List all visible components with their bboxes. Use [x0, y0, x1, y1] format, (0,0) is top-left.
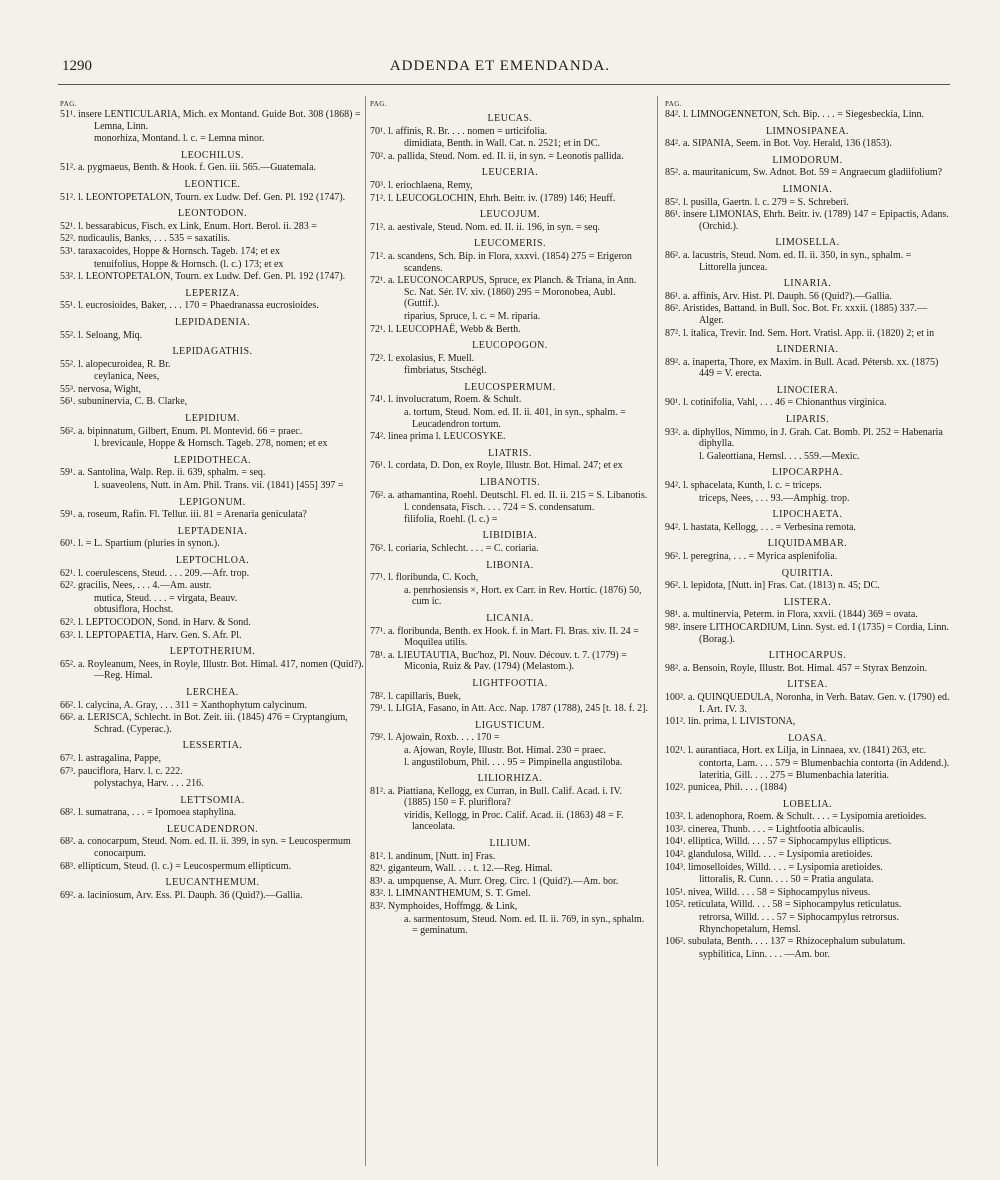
index-entry: 59¹. a. roseum, Rafin. Fl. Tellur. iii. 81 = Arenaria geniculata?	[60, 509, 307, 521]
genus-heading: LILIORHIZA.	[477, 773, 543, 785]
index-entry: polystachya, Harv. . . . 216.	[94, 778, 204, 790]
genus-heading: QUIRITIA.	[781, 567, 834, 579]
index-entry: 86¹. a. affinis, Arv. Hist. Pl. Dauph. 56 (Quid?).—Gallia.	[665, 290, 892, 302]
index-entry: 105¹. nivea, Willd. . . . 58 = Siphocampylus niveus.	[665, 886, 871, 898]
genus-heading: LEPTADENIA.	[177, 525, 248, 537]
genus-heading: LIMNOSIPANEA.	[765, 125, 850, 137]
genus-heading: LIBANOTIS.	[479, 477, 541, 489]
index-entry: 55¹. l. eucrosioides, Baker, . . . 170 = Phaedranassa eucrosioides.	[60, 300, 319, 312]
index-entry: lateritia, Gill. . . . 275 = Blumenbachia lateritia.	[699, 769, 890, 781]
index-entry: 56¹. subuninervia, C. B. Clarke,	[60, 396, 188, 408]
genus-heading: LEUCOPOGON.	[472, 340, 548, 352]
index-entry: 104³. limoselloides, Willd. . . . = Lysipomia aretioides.	[665, 861, 883, 873]
genus-heading: LEONTICE.	[184, 178, 241, 190]
page-number: 1290	[62, 58, 92, 74]
header-rule	[58, 84, 950, 85]
index-entry: 74². linea prima l. LEUCOSYKE.	[370, 431, 506, 443]
column-2	[370, 100, 650, 937]
genus-heading: LEUCAS.	[487, 113, 533, 124]
column-divider	[657, 96, 658, 1166]
genus-heading: LINARIA.	[783, 278, 832, 290]
genus-heading: LEPIDOTHECA.	[173, 454, 252, 466]
index-entry: 106². subulata, Benth. . . . 137 = Rhizocephalum subulatum.	[665, 936, 906, 948]
index-entry: 62¹. l. coerulescens, Steud. . . . 209.—Afr. trop.	[60, 567, 250, 579]
genus-heading: LEONTODON.	[178, 208, 247, 220]
genus-heading: LINDERNIA.	[776, 344, 839, 356]
index-entry: 76². a. athamantina, Roehl. Deutschl. Fl. ed. II. ii. 215 = S. Libanotis.	[370, 489, 648, 501]
genus-heading: LIPOCARPHA.	[772, 467, 843, 479]
index-entry: syphilitica, Linn. . . . —Am. bor.	[699, 948, 830, 960]
index-entry: 89². a. inaperta, Thore, ex Maxim. in Bull. Acad. Pétersb. xx. (1875) 449 = V. erecta.	[665, 356, 939, 380]
index-entry: 78². l. capillaris, Buek,	[370, 690, 462, 702]
index-entry: 94². l. sphacelata, Kunth, l. c. = triceps.	[665, 480, 822, 492]
index-entry: 71². a. scandens, Sch. Bip. in Flora, xxxvi. (1854) 275 = Erigeron scandens.	[370, 250, 632, 274]
index-entry: 81². l. andinum, [Nutt. in] Fras.	[370, 850, 496, 862]
genus-heading: LEPIDIUM.	[185, 413, 240, 425]
index-entry: 68². a. conocarpum, Steud. Nom. ed. II. ii. 399, in syn. = Leucospermum conocarpum.	[60, 836, 351, 860]
index-entry: 53¹. taraxacoides, Hoppe & Hornsch. Tageb. 174; et ex	[60, 245, 280, 257]
index-entry: 67². l. astragalina, Pappe,	[60, 752, 162, 764]
genus-heading: LIMODORUM.	[772, 154, 843, 166]
index-entry: 86². a. lacustris, Steud. Nom. ed. II. ii. 350, in syn., sphalm. = Littorella juncea.	[665, 249, 912, 273]
index-entry: 105². reticulata, Willd. . . . 58 = Siphocampylus reticulatus.	[665, 899, 902, 911]
genus-heading: LINOCIERA.	[776, 384, 839, 396]
genus-heading: LEUCERIA.	[481, 167, 539, 179]
index-entry: ceylanica, Nees,	[94, 371, 160, 383]
index-entry: 65². a. Royleanum, Nees, in Royle, Illustr. Bot. Himal. 417, nomen (Quid?).—Reg. Himal.	[60, 658, 364, 682]
genus-heading: LOASA.	[788, 732, 827, 744]
index-entry: 84². a. SIPANIA, Seem. in Bot. Voy. Herald, 136 (1853).	[665, 138, 892, 150]
index-entry: 71². a. aestivale, Steud. Nom. ed. II. ii. 196, in syn. = seq.	[370, 221, 600, 233]
index-entry: dimidiata, Benth. in Wall. Cat. n. 2521; et in DC.	[404, 138, 600, 150]
column-1	[60, 100, 365, 902]
index-entry: a. sarmentosum, Steud. Nom. ed. II. ii. 769, in syn., sphalm. = geminatum.	[404, 913, 645, 937]
index-entry: triceps, Nees, . . . 93.—Amphig. trop.	[699, 492, 850, 504]
index-entry: 76¹. l. cordata, D. Don, ex Royle, Illustr. Bot. Himal. 247; et ex	[370, 460, 623, 472]
genus-heading: LIGHTFOOTIA.	[472, 677, 548, 689]
index-entry: 76². l. coriaria, Schlecht. . . . = C. coriaria.	[370, 543, 539, 554]
genus-heading: LEPIGONUM.	[179, 496, 246, 508]
genus-heading: LILIUM.	[489, 838, 531, 850]
index-entry: 83¹. a. umpquense, A. Murr. Oreg. Circ. 1 (Quid?).—Am. bor.	[370, 875, 619, 887]
index-entry: 102¹. l. aurantiaca, Hort. ex Lilja, in Linnaea, xv. (1841) 263, etc.	[665, 745, 927, 757]
index-entry: 71². l. LEUCOGLOCHIN, Ehrh. Beitr. iv. (1789) 146; Heuff.	[370, 192, 616, 204]
index-entry: a. tortum, Steud. Nom. ed. II. ii. 401, in syn., sphalm. = Leucadendron tortum.	[404, 407, 626, 430]
index-entry: 72². l. exolasius, F. Muell.	[370, 352, 475, 364]
index-entry: a. Ajowan, Royle, Illustr. Bot. Himal. 230 = praec.	[404, 744, 606, 756]
index-entry: 98². insere LITHOCARDIUM, Linn. Syst. ed. I (1735) = Cordia, Linn. (Borag.).	[665, 621, 949, 645]
genus-heading: LIBONIA.	[486, 559, 534, 571]
genus-heading: LICANIA.	[486, 612, 534, 624]
index-entry: 59¹. a. Santolina, Walp. Rep. ii. 639, sphalm. = seq.	[60, 467, 266, 479]
genus-heading: LERCHEA.	[186, 686, 239, 698]
index-entry: 56². a. bipinnatum, Gilbert, Enum. Pl. Montevid. 66 = praec.	[60, 425, 303, 437]
genus-heading: LEUCOJUM.	[479, 209, 541, 221]
index-entry: 52¹. l. bessarabicus, Fisch. ex Link, Enum. Hort. Berol. ii. 283 =	[60, 220, 317, 232]
index-entry: 77¹. l. floribunda, C. Koch,	[370, 572, 479, 584]
genus-heading: LITHOCARPUS.	[768, 650, 847, 662]
genus-heading: LIATRIS.	[488, 447, 532, 459]
index-entry: 81². a. Piattiana, Kellogg, ex Curran, in Bull. Calif. Acad. i. IV. (1885) 150 = F. pluriflora?	[370, 785, 622, 809]
index-entry: 82¹. giganteum, Wall. . . . t. 12.—Reg. Himal.	[370, 863, 553, 875]
index-entry: 102². punicea, Phil. . . . (1884)	[665, 782, 787, 794]
genus-heading: LEUCANTHEMUM.	[165, 877, 260, 889]
index-entry: 103². l. adenophora, Roem. & Schult. . . . = Lysipomia aretioides.	[665, 811, 927, 823]
index-entry: 77¹. a. floribunda, Benth. ex Hook. f. in Mart. Fl. Bras. xiv. II. 24 = Moquilea utilis.	[370, 625, 639, 649]
genus-heading: LEPTOTHERIUM.	[169, 646, 256, 658]
index-entry: l. condensata, Fisch. . . . 724 = S. condensatum.	[404, 502, 595, 514]
index-entry: 90¹. l. cotinifolia, Vahl, . . . 46 = Chionanthus virginica.	[665, 397, 887, 409]
index-entry: filifolia, Roehl. (l. c.) =	[404, 513, 498, 525]
index-entry: 69². a. laciniosum, Arv. Ess. Pl. Dauph. 36 (Quid?).—Gallia.	[60, 889, 303, 901]
index-entry: 60¹. l. = L. Spartium (pluries in synon.).	[60, 538, 220, 550]
genus-heading: LIPARIS.	[785, 414, 830, 426]
index-entry: 52². nudicaulis, Banks, . . . 535 = saxatilis.	[60, 233, 231, 245]
index-entry: 96². l. lepidota, [Nutt. in] Fras. Cat. (1813) n. 45; DC.	[665, 580, 880, 592]
index-entry: 67³. pauciflora, Harv. l. c. 222.	[60, 765, 183, 777]
index-entry: 83². l. LIMNANTHEMUM, S. T. Gmel.	[370, 888, 531, 900]
index-entry: 79¹. l. LIGIA, Fasano, in Att. Acc. Nap. 1787 (1788), 245 [t. 18. f. 2].	[370, 703, 648, 715]
genus-heading: LEUCOSPERMUM.	[464, 381, 556, 393]
index-entry: l. angustilobum, Phil. . . . 95 = Pimpinella angustiloba.	[404, 756, 623, 768]
genus-heading: LISTERA.	[783, 596, 832, 608]
index-entry: l. Galeottiana, Hemsl. . . . 559.—Mexic.	[699, 450, 860, 462]
genus-heading: LESSERTIA.	[182, 740, 243, 752]
index-entry: 72¹. l. LEUCOPHAË, Webb & Berth.	[370, 323, 521, 335]
index-entry: 74¹. l. involucratum, Roem. & Schult.	[370, 394, 522, 406]
index-entry: 103². cinerea, Thunb. . . . = Lightfootia albicaulis.	[665, 823, 865, 835]
index-entry: 63². l. LEPTOPAETIA, Harv. Gen. S. Afr. Pl.	[60, 629, 242, 641]
index-entry: 94². l. hastata, Kellogg, . . . = Verbesina remota.	[665, 521, 856, 533]
genus-heading: LIQUIDAMBAR.	[767, 538, 848, 550]
index-entry: a. penrhosiensis ×, Hort. ex Carr. in Rev. Hortic. (1876) 50, cum ic.	[404, 584, 642, 608]
index-entry: 62². gracilis, Nees, . . . 4.—Am. austr.	[60, 580, 212, 592]
index-entry: 70¹. l. affinis, R. Br. . . . nomen = urticifolia.	[370, 125, 548, 137]
genus-heading: LEPIDAGATHIS.	[172, 346, 253, 358]
index-entry: 100². a. QUINQUEDULA, Noronha, in Verh. Batav. Gen. v. (1790) ed. I. Art. IV. 3.	[665, 691, 950, 715]
index-entry: 78¹. a. LIEUTAUTIA, Buc'hoz, Pl. Nouv. Découv. t. 7. (1779) = Miconia, Ruiz & Pav. (1794) (Melastom.).	[370, 649, 627, 673]
genus-heading: LEPIDADENIA.	[174, 316, 251, 328]
index-entry: littoralis, R. Cunn. . . . 50 = Pratia angulata.	[699, 874, 874, 886]
index-entry: 98². a. Bensoin, Royle, Illustr. Bot. Himal. 457 = Styrax Benzoin.	[665, 662, 927, 674]
index-entry: 83². Nymphoides, Hoffmgg. & Link,	[370, 901, 518, 913]
genus-heading: LETTSOMIA.	[180, 794, 245, 806]
index-entry: 68². l. sumatrana, . . . = Ipomoea staphylina.	[60, 807, 237, 819]
column-divider	[365, 96, 366, 1166]
pag-label: PAG.	[60, 100, 78, 108]
column-3	[665, 100, 950, 960]
index-entry: 84². l. LIMNOGENNETON, Sch. Bip. . . . = Siegesbeckia, Linn.	[665, 109, 924, 120]
index-entry: 98¹. a. multinervia, Peterm. in Flora, xxvii. (1844) 369 = ovata.	[665, 609, 918, 621]
pag-label: PAG.	[370, 100, 388, 108]
index-entry: 87². l. italica, Trevir. Ind. Sem. Hort. Vratisl. App. ii. (1820) 2; et in	[665, 327, 935, 339]
index-entry: 55³. nervosa, Wight,	[60, 383, 142, 395]
index-entry: 101². lin. prima, l. LIVISTONA,	[665, 716, 796, 728]
index-entry: viridis, Kellogg, in Proc. Calif. Acad. ii. (1863) 48 = F. lanceolata.	[404, 809, 624, 833]
pag-label: PAG.	[665, 100, 683, 108]
index-entry: tenuifolius, Hoppe & Hornsch. (l. c.) 173; et ex	[94, 258, 284, 270]
genus-heading: LIBIDIBIA.	[482, 530, 538, 542]
index-entry: l. brevicaule, Hoppe & Hornsch. Tageb. 278, nomen; et ex	[94, 438, 328, 450]
index-entry: fimbriatus, Stschégl.	[404, 365, 487, 377]
genus-heading: LEPERIZA.	[185, 287, 240, 299]
index-entry: Rhynchopetalum, Hemsl.	[699, 923, 801, 935]
index-entry: 51². l. LEONTOPETALON, Tourn. ex Ludw. Def. Gen. Pl. 192 (1747).	[60, 191, 346, 203]
index-entry: 70². a. pallida, Steud. Nom. ed. II. ii, in syn. = Leonotis pallida.	[370, 150, 624, 162]
index-entry: 55². l. alopecuroidea, R. Br.	[60, 358, 171, 370]
index-entry: mutica, Steud. . . . = virgata, Beauv.	[94, 592, 238, 604]
index-entry: 96². l. peregrina, . . . = Myrica asplenifolia.	[665, 551, 838, 562]
genus-heading: LIMONIA.	[782, 183, 833, 195]
index-entry: 104¹. elliptica, Willd. . . . 57 = Siphocampylus ellipticus.	[665, 836, 892, 848]
genus-heading: LEUCOMERIS.	[474, 238, 546, 250]
genus-heading: LEPTOCHLOA.	[175, 555, 250, 566]
index-entry: 55². l. Seloang, Miq.	[60, 329, 143, 341]
index-entry: 62². l. LEPTOCODON, Sond. in Harv. & Sond.	[60, 616, 251, 628]
index-entry: 51². a. pygmaeus, Benth. & Hook. f. Gen. iii. 565.—Guatemala.	[60, 162, 317, 174]
index-entry: obtusiflora, Hochst.	[94, 604, 174, 616]
genus-heading: LIPOCHAETA.	[772, 509, 843, 521]
index-entry: 85². l. pusilla, Gaertn. l. c. 279 = S. Schreberi.	[665, 196, 849, 208]
index-entry: 66². a. LERISCA, Schlecht. in Bot. Zeit. iii. (1845) 476 = Cryptangium, Schrad. (Cyperac.).	[60, 712, 348, 735]
genus-heading: LEOCHILUS.	[180, 149, 245, 161]
genus-heading: LIMOSELLA.	[775, 237, 840, 249]
running-head: ADDENDA ET EMENDANDA.	[389, 58, 611, 74]
index-entry: 104². glandulosa, Willd. . . . = Lysipomia aretioides.	[665, 849, 873, 861]
genus-heading: LITSEA.	[787, 679, 828, 691]
genus-heading: LOBELIA.	[782, 798, 833, 810]
index-entry: 68³. ellipticum, Steud. (l. c.) = Leucospermum ellipticum.	[60, 860, 292, 872]
index-entry: 53². l. LEONTOPETALON, Tourn. ex Ludw. Def. Gen. Pl. 192 (1747).	[60, 271, 346, 283]
index-entry: monorhiza, Montand. l. c. = Lemna minor.	[94, 133, 265, 145]
index-entry: 85². a. mauritanicum, Sw. Adnot. Bot. 59 = Angraecum gladiifolium?	[665, 167, 943, 179]
index-entry: 93². a. diphyllos, Nimmo, in J. Grah. Cat. Bomb. Pl. 252 = Habenaria diphylla.	[665, 426, 943, 450]
index-entry: riparius, Spruce, l. c. = M. riparia.	[404, 310, 541, 322]
genus-heading: LIGUSTICUM.	[475, 719, 545, 731]
index-entry: 51¹. insere LENTICULARIA, Mich. ex Montand. Guide Bot. 308 (1868) = Lemna, Linn.	[60, 109, 361, 132]
index-entry: 86². Aristides, Battand. in Bull. Soc. Bot. Fr. xxxii. (1885) 337.—Alger.	[665, 303, 928, 326]
index-entry: 70³. l. eriochlaena, Remy,	[370, 179, 473, 191]
index-entry: 86¹. insere LIMONIAS, Ehrh. Beitr. iv. (1789) 147 = Epipactis, Adans. (Orchid.).	[665, 209, 949, 232]
index-entry: retrorsa, Willd. . . . 57 = Siphocampylus retrorsus.	[699, 912, 900, 924]
index-entry: 66². l. calycina, A. Gray, . . . 311 = Xanthophytum calycinum.	[60, 699, 308, 711]
index-entry: l. suaveolens, Nutt. in Am. Phil. Trans. vii. (1841) [455] 397 =	[94, 480, 344, 492]
index-entry: contorta, Lam. . . . 579 = Blumenbachia contorta (in Addend.).	[699, 757, 950, 769]
index-entry: 72¹. a. LEUCONOCARPUS, Spruce, ex Planch. & Triana, in Ann. Sc. Nat. Sér. IV. xiv. (1860) 295 = Moronobea, Aubl. (Guttif.).	[370, 275, 637, 310]
genus-heading: LEUCADENDRON.	[166, 823, 259, 835]
index-entry: 79². l. Ajowain, Roxb. . . . 170 =	[370, 732, 500, 744]
